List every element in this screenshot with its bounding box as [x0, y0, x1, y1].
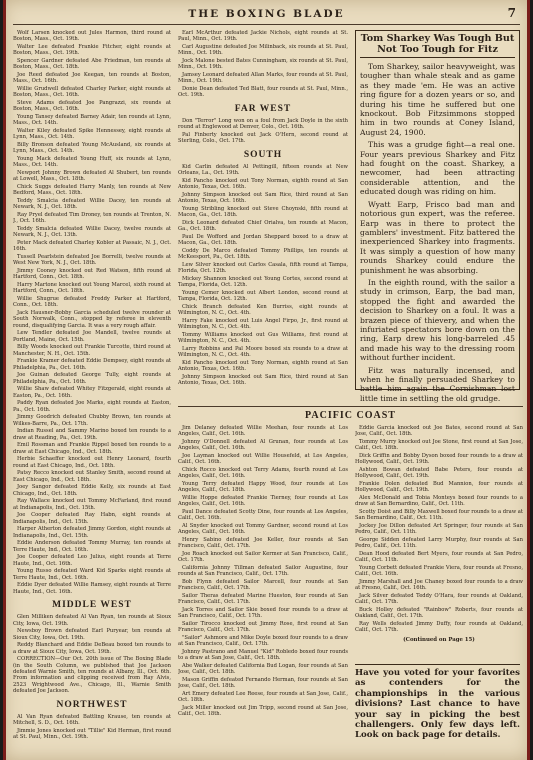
- fight-result: Dean Hood defeated Bert Myers, four rounds at San Pedro, Calif., Oct. 11th.: [355, 551, 523, 564]
- voting-promo: Have you voted for your favorites as contenders for the championships in the various divisions? Last chance to have your say in picking the best challengers. Only few days left. Look on back page for details.: [355, 664, 520, 741]
- fight-result: Newsboy Brown defeated Earl Puryear, ten rounds at Sioux City, Iowa, Oct. 19th.: [13, 628, 171, 641]
- column-2: [178, 30, 348, 402]
- fight-result: Art Emery defeated Lee Reese, four rounds at San Jose, Calif., Oct. 18th.: [178, 691, 348, 704]
- fight-result: Joe Cooper defeated Leo Julius, eight rounds at Terre Haute, Ind., Oct. 16th.: [13, 554, 171, 567]
- fight-result: Coddy De Marco defeated Tommy Phillips, ten rounds at McKeesport, Pa., Oct. 18th.: [178, 247, 348, 261]
- fight-result: Jimmie Jones knocked out "Tillie" Kid Herman, first round at St. Paul, Minn., Oct. 19th.: [13, 727, 171, 741]
- section-heading-south: SOUTH: [243, 149, 283, 160]
- binding-edge-left: [3, 0, 6, 760]
- fight-result: Earl McArthur defeated Jackie Nichols, eight rounds at St. Paul, Minn., Oct. 19th.: [178, 30, 348, 43]
- fight-result: Joe Layman knocked out Willie Housefeld, at Los Angeles, Calif., Oct. 16th.: [178, 453, 348, 466]
- fight-result: Ray Wells defeated Jimmy Duffy, four rounds at Oakland, Calif., Oct. 17th.: [355, 621, 523, 634]
- fight-result: Jack Torres and Sailor Skie boxed four rounds to a draw at San Francisco, Calif., Oct. 17th.: [178, 607, 348, 620]
- fight-result: Chick Suggs defeated Harry Manly, ten rounds at New Bedford, Mass., Oct. 18th.: [13, 184, 171, 197]
- fight-result: Johnny O'Donnell defeated Al Grunan, four rounds at Los Angeles, Calif., Oct. 16th.: [178, 439, 348, 452]
- fight-result: Lew Silver knocked out Carlos Casala, fifth round at Tampa, Florida, Oct. 12th.: [178, 261, 348, 275]
- fight-result: Al Van Ryan defeated Battling Krause, ten rounds at Mitchell, S. D., Oct. 16th.: [13, 713, 171, 727]
- fight-result: Jim Delaney defeated Willie Meehan, four rounds at Los Angeles, Calif., Oct. 16th.: [178, 425, 348, 438]
- fight-result: Harper Atherton defeated Jimmy Gordon, eight rounds at Indianapolis, Ind., Oct. 15th.: [13, 526, 171, 539]
- fight-result: Harry Martone knocked out Young Marcel, sixth round at Hartford, Conn., Oct. 18th.: [13, 282, 171, 295]
- fight-result: Jimmy Cooney knocked out Red Watson, fifth round at Hartford, Conn., Oct. 18th.: [13, 268, 171, 281]
- fight-result: Harry Fake knocked out Luis Angel Firpo, Jr., first round at Wilmington, N. C., Oct. 4th.: [178, 317, 348, 331]
- fight-result: CORRECTION—Our Oct. 20th issue of The Boxing Blade (in the South Column, we published that Joe Jackson defeated Warnie Smith, ten rounds at Albany, Ill., Oct. 6th. From information and clipping received from Ray Alvis, 2523 Wrightwood Ave., Chicago, Ill., Warnie Smith defeated Joe Jackson.: [13, 656, 171, 695]
- fight-result: Dick Griffin and Bobby Dyson boxed four rounds to a draw at Hollywood, Calif., Oct. 19th.: [355, 453, 523, 466]
- fight-result: Chick Rocco knocked out Terry Adams, fourth round at Los Angeles, Calif., Oct. 16th.: [178, 467, 348, 480]
- fight-result: Young Corbett defeated Frankie Viera, four rounds at Fresno, Calif., Oct. 16th.: [355, 565, 523, 578]
- fight-result: Kid Pancho knocked out Tony Norman, eighth round at San Antonio, Texas, Oct. 16th.: [178, 177, 348, 191]
- fight-result: Herbie Schaeffer knocked out Henry Leonard, fourth round at East Chicago, Ind., Oct. 18th.: [13, 456, 171, 469]
- fight-result: Joe Reed defeated Joe Keegan, ten rounds at Boston, Mass., Oct. 16th.: [13, 72, 171, 85]
- article-paragraph: Tom Sharkey, sailor heavyweight, was tougher than whale steak and as game as they made 'em. He was an active ring figure for a dozen years or so, and during his time he suffered but one knockout. Bob Fitzsimmons stopped him in two rounds at Coney Island, August 24, 1900.: [360, 62, 515, 137]
- fight-result: Frankie Kramer defeated Eddie Dempsey, eight rounds at Philadelphia, Pa., Oct. 16th.: [13, 358, 171, 371]
- magazine-page: [3, 0, 530, 760]
- fight-result: Eddie Dyer defeated Willie Ramsey, eight rounds at Terre Haute, Ind., Oct. 16th.: [13, 582, 171, 595]
- fight-result: Young Tansey defeated Barney Adair, ten rounds at Lynn, Mass., Oct. 14th.: [13, 114, 171, 127]
- fight-result: Eddie Anderson defeated Tommy Murray, ten rounds at Terre Haute, Ind., Oct. 16th.: [13, 540, 171, 553]
- fight-result: Abe Walker defeated California Bud Logan, four rounds at San Jose, Calif., Oct. 18th.: [178, 663, 348, 676]
- article-paragraph: Fitz was naturally incensed, and when he finally persuaded Sharkey to battle him again the Cornishman lost little time in settling the old grudge.: [360, 365, 515, 403]
- fight-result: Joe Cooper defeated Ray Habn, eight rounds at Indianapolis, Ind., Oct. 15th.: [13, 512, 171, 525]
- publication-title: THE BOXING BLADE: [188, 8, 345, 20]
- fight-result: Buck Holley defeated "Rainbow" Roberts, four rounds at Oakland, Calif., Oct. 17th.: [355, 607, 523, 620]
- fight-result: Don "Terror" Long won on a foul from Jack Doyle in the sixth round at Englewood at Denver, Colo., Oct. 16th.: [178, 117, 348, 131]
- fight-result: Tommy Williams knocked out Gus Williams, first round at Wilmington, N. C., Oct. 4th.: [178, 331, 348, 345]
- fight-result: Alex McDonald and Tobia Monteys boxed four rounds to a draw at San Bernardino, Calif., Oct. 11th.: [355, 495, 523, 508]
- fight-result: Johnny Pastrano and Manuel "Kid" Robledo boxed four rounds to a draw at San Jose, Calif., Oct. 18th.: [178, 649, 348, 662]
- fight-result: Billy Woods knocked out Frankie Turcotte, third round at Manchester, N. H., Oct. 15th.: [13, 344, 171, 357]
- fight-result: Mickey Shannon knocked out Young Cortes, second round at Tampa, Florida, Oct. 12th.: [178, 275, 348, 289]
- fight-result: Lew Tendler defeated Joe Mandell, twelve rounds at Portland, Maine, Oct. 15th.: [13, 330, 171, 343]
- section-heading-far-west: FAR WEST: [234, 103, 292, 114]
- fight-result: Scotty Doist and Billy Maxwell boxed four rounds to a draw at San Bernardino, Calif., Oct. 11th.: [355, 509, 523, 522]
- fight-result: Steve Adams defeated Joe Pangrazzi, six rounds at Boston, Mass., Oct. 16th.: [13, 100, 171, 113]
- fight-result: Johnny Simpson knocked out Sam Rice, third round at San Antonio, Texas, Oct. 16th.: [178, 191, 348, 205]
- fight-result: Young Russo defeated Ward Kid Sparks eight rounds at Terre Haute, Ind., Oct. 16th.: [13, 568, 171, 581]
- fight-result: Patsy Recco knocked out Stanley Smith, second round at East Chicago, Ind., Oct. 18th.: [13, 470, 171, 483]
- fight-result: Jock Malone bested Bates Cunningham, six rounds at St. Paul, Minn., Oct. 19th.: [178, 58, 348, 71]
- fight-result: Jack Silver defeated Teddy O'Hara, four rounds at Oakland, Calif., Oct. 17th.: [355, 593, 523, 606]
- fight-result: Teddy Smalcia defeated Willie Dacey, twelve rounds at Newark, N. J., Oct. 13th.: [13, 226, 171, 239]
- fight-result: Tussell Pearlstein defeated Joe Borrelli, twelve rounds at West New York, N. J., Oct. 18th.: [13, 254, 171, 267]
- fight-result: Jockey Joe Dillon defeated Art Springer, four rounds at San Pedro, Calif., Oct. 11th.: [355, 523, 523, 536]
- fight-result: California Johnny Tillman defeated Sailor Augustine, four rounds at San Francisco, Calif., Oct. 17th.: [178, 565, 348, 578]
- column-1: [13, 30, 171, 755]
- fight-result: Willie Shaw defeated Whitey Fitzgerald, eight rounds at Easton, Pa., Oct. 16th.: [13, 386, 171, 399]
- fight-result: Young Cemer knocked out Albert London, second round at Tampa, Florida, Oct. 12th.: [178, 289, 348, 303]
- fight-result: Ashton Bowan defeated Babe Peters, four rounds at Hollywood, Calif., Oct. 19th.: [355, 467, 523, 480]
- fight-result: Eddie Garcia knocked out Joe Bates, second round at San Jose, Calif., Oct. 18th.: [355, 425, 523, 438]
- featured-article-headline: Tom Sharkey Was Tough But Not Too Tough for Fitz: [360, 34, 515, 58]
- fight-result: Chick Branch defeated Ken Burriss, eight rounds at Wilmington, N. C., Oct. 4th.: [178, 303, 348, 317]
- fight-result: Spencer Gardner defeated Abe Friedman, ten rounds at Boston, Mass., Oct. 18th.: [13, 58, 171, 71]
- fight-result: Walter Kiley defeated Spike Hennessey, eight rounds at Lynn, Mass., Oct. 14th.: [13, 128, 171, 141]
- fight-result: Walter Lee defeated Frankie Fitcher, eight rounds at Boston, Mass., Oct. 19th.: [13, 44, 171, 57]
- fight-result: Jack Hausner-Bobby Garcia scheduled twelve rounder at South Norwalk, Conn., stopped by referee in eleventh round, disqualifying Garcia. It was a very rough affair.: [13, 310, 171, 329]
- fight-result: Jack Miller knocked out Jim Tripp, second round at San Jose, Calif., Oct. 18th.: [178, 705, 348, 718]
- page-header: [13, 6, 520, 25]
- fight-result: Joey Sangor defeated Eddie Kelly, six rounds at East Chicago, Ind., Oct. 18th.: [13, 484, 171, 497]
- fight-result: Kid Carlin defeated Al Pettingill, fifteen rounds at New Orleans, La., Oct. 19th.: [178, 163, 348, 177]
- fight-result: Paul De Wofford and Jordan Sheppard boxed to a draw at Macon, Ga., Oct. 18th.: [178, 233, 348, 247]
- fight-result: Reddy Blanchard and Eddie DeBeau boxed ten rounds to a draw at Sioux City, Iowa, Oct. 19th.: [13, 642, 171, 655]
- featured-article-box: [355, 30, 520, 403]
- fight-result: Larry Robbins and Pal Moore boxed six rounds to a draw at Wilmington, N. C., Oct. 4th.: [178, 345, 348, 359]
- fight-result: Bob Flynn defeated Sailor Marcell, four rounds at San Francisco, Calif., Oct. 17th.: [178, 579, 348, 592]
- fight-result: Henry Sabino defeated Joe Keller, four rounds at San Francisco, Calif., Oct. 17th.: [178, 537, 348, 550]
- fight-result: Paul Dance defeated Scotty Dine, four rounds at Los Angeles, Calif., Oct. 16th.: [178, 509, 348, 522]
- fight-result: Tommy Murry knocked out Joe Stone, first round at San Jose, Calif., Oct. 18th.: [355, 439, 523, 452]
- fight-result: Sailor Tirocco knocked out Jimmy Rose, first round at San Francisco, Calif., Oct. 17th.: [178, 621, 348, 634]
- fight-result: "Sailor" Ashmore and Mike Doyle boxed four rounds to a draw at San Francisco, Calif., Oct. 17th.: [178, 635, 348, 648]
- fight-result: Frankie Dolen defeated Bud Mannion, four rounds at Hollywood, Calif., Oct. 19th.: [355, 481, 523, 494]
- fight-result: Billy Bronson defeated Young McAusland, six rounds at Lynn, Mass., Oct. 14th.: [13, 142, 171, 155]
- fight-result: Mason Griffin defeated Fernando Herman, four rounds at San Jose, Calif., Oct. 18th.: [178, 677, 348, 690]
- fight-result: Young Stribling knocked out Steve Choynski, fifth round at Macon, Ga., Oct. 18th.: [178, 205, 348, 219]
- continued-note: (Continued on Page 15): [403, 636, 475, 643]
- fight-result: Ray Pryel defeated Tim Droney, ten rounds at Trenton, N. J., Oct. 16th.: [13, 212, 171, 225]
- fight-result: Young Terry defeated Happy Wood, four rounds at Los Angeles, Calif., Oct. 18th.: [178, 481, 348, 494]
- fight-result: Carl Augustine defeated Joe Milinback, six rounds at St. Paul, Minn., Oct. 19th.: [178, 44, 348, 57]
- fight-result: Peter Mack defeated Charley Kobler at Passaic, N. J., Oct. 16th.: [13, 240, 171, 253]
- article-paragraph: This was a grudge fight—a real one. Four years previous Sharkey and Fitz had fought on the coast. Sharkey, a newcomer, had been attracting considerable attention, and the educated dough was riding on him.: [360, 140, 515, 197]
- fight-result: Al Snyder knocked out Tommy Gardner, second round at Los Angeles, Calif., Oct. 16th.: [178, 523, 348, 536]
- fight-result: Ray Wallace knocked out Tommy McFarland, first round at Indianapolis, Ind., Oct. 15th.: [13, 498, 171, 511]
- fight-result: Willie Shugrue defeated Freddy Parker at Hartford, Conn., Oct. 18th.: [13, 296, 171, 309]
- fight-result: Kid Pancho knocked out Tony Norman, eighth round at San Antonio, Texas, Oct. 16th.: [178, 359, 348, 373]
- page-number: 7: [507, 6, 516, 20]
- fight-result: Newport Johnny Brown defeated Al Shubert, ten rounds at Lowell, Mass., Oct. 18th.: [13, 170, 171, 183]
- fight-result: Jimmy Marshall and Joe Chaney boxed four rounds to a draw at Fresno, Calif., Oct. 16th.: [355, 579, 523, 592]
- fight-result: Pal Finberty knocked out Jack O'Hern, second round at Sterling, Colo., Oct. 17th.: [178, 131, 348, 145]
- fight-result: Donie Dean defeated Ted Blatt, four rounds at St. Paul, Minn., Oct. 19th.: [178, 86, 348, 99]
- fight-result: George Sidden defeated Larry Murphy, four rounds at San Pedro, Calif., Oct. 11th.: [355, 537, 523, 550]
- fight-result: Jamsey Leonard defeated Allan Marks, four rounds at St. Paul, Minn., Oct. 19th.: [178, 72, 348, 85]
- fight-result: Joe Roach knocked out Sailor Kermer at San Francisco, Calif., Oct. 17th.: [178, 551, 348, 564]
- fight-result: Wolf Larsen knocked out Jules Harmon, third round at Boston, Mass., Oct. 19th.: [13, 30, 171, 43]
- binding-edge-right: [527, 0, 530, 760]
- fight-result: Dick Leonard defeated Chief Orialva, ten rounds at Macon, Ga., Oct. 18th.: [178, 219, 348, 233]
- section-heading-northwest: NORTHWEST: [56, 699, 128, 710]
- article-paragraph: Wyatt Earp, Frisco bad man and notorious gun expert, was the referee. Earp was in there to protect the gamblers' investment. Fitz battered the inexperienced Sharkey into fragments. It was simply a question of how many rounds Sharkey could endure the punishment he was absorbing.: [360, 199, 515, 275]
- fight-result: Joe Guinan defeated George Tully, eight rounds at Philadelphia, Pa., Oct. 16th.: [13, 372, 171, 385]
- fight-result: Teddy Smalcia defeated Willie Dacey, ten rounds at Newark, N. J., Oct. 18th.: [13, 198, 171, 211]
- fight-result: Glen Milliken defeated Al Van Ryan, ten rounds at Sioux City, Iowa, Oct. 19th.: [13, 614, 171, 627]
- article-paragraph: In the eighth round, with the sailor a study in crimson, Earp, the bad man, stopped the fight and awarded the decision to Sharkey on a foul. It was a brazen piece of thievery, and when the infuriated spectators bore down on the ring, Earp drew his long-barreled .45 and made his way to the dressing room without further incident.: [360, 277, 515, 363]
- pacific-column-a: [178, 425, 348, 745]
- fight-result: Johnny Simpson knocked out Sam Rice, third round at San Antonio, Texas, Oct. 16th.: [178, 373, 348, 387]
- fight-result: Paddy Ryan defeated Joe Marks, eight rounds at Easton, Pa., Oct. 16th.: [13, 400, 171, 413]
- fight-result: Emil Rossman and Frankie Rippel boxed ten rounds to a draw at East Chicago, Ind., Oct. 18th.: [13, 442, 171, 455]
- fight-result: Jimmy Goodrich defeated Chubby Brown, ten rounds at Wilkes-Barre, Pa., Oct. 17th.: [13, 414, 171, 427]
- fight-result: Willie Hoppe defeated Frankie Tierney, four rounds at Los Angeles, Calif., Oct. 16th.: [178, 495, 348, 508]
- fight-result: Young Mack defeated Young Huff, six rounds at Lynn, Mass., Oct. 14th.: [13, 156, 171, 169]
- fight-result: Sailor Theras defeated Marine Hueston, four rounds at San Francisco, Calif., Oct. 17th.: [178, 593, 348, 606]
- section-heading-middle-west: MIDDLE WEST: [52, 600, 132, 611]
- fight-result: Willie Grudwell defeated Charley Parker, eight rounds at Boston, Mass., Oct. 16th.: [13, 86, 171, 99]
- fight-result: Indian Russel and Sammy Marino boxed ten rounds to a draw at Reading, Pa., Oct. 19th.: [13, 428, 171, 441]
- section-heading-pacific-coast: PACIFIC COAST: [305, 410, 396, 421]
